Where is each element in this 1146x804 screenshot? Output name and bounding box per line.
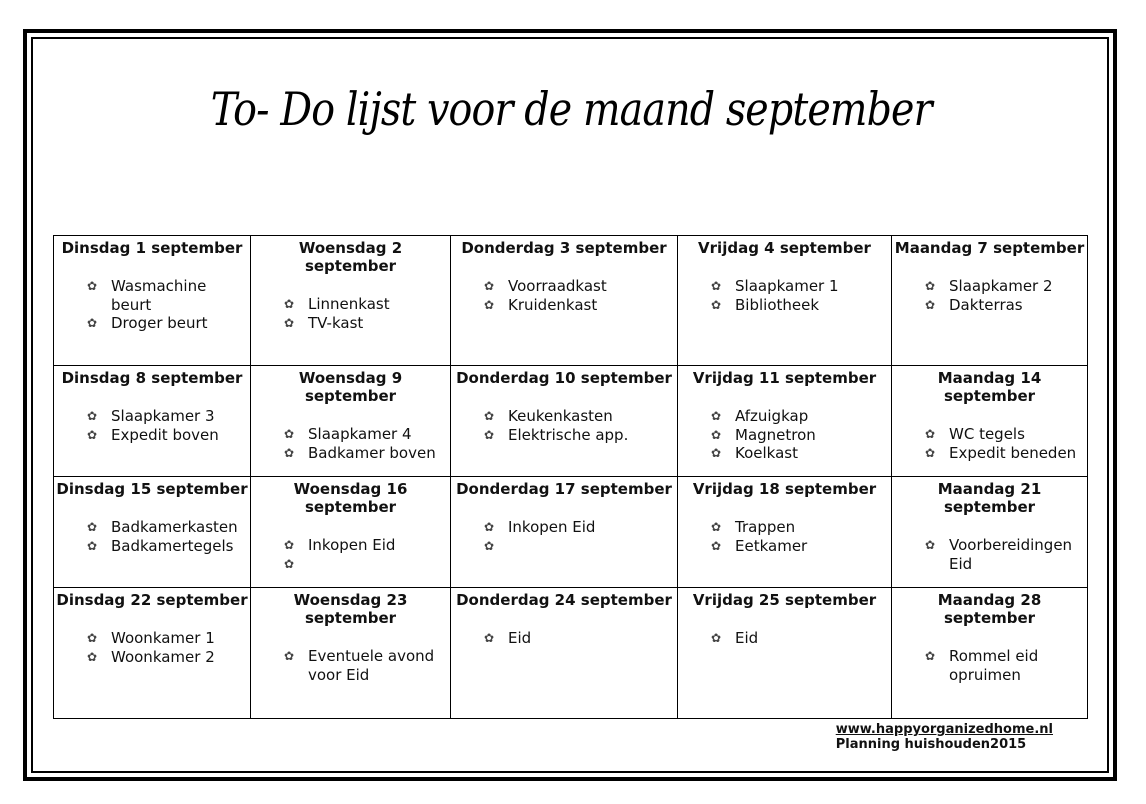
task-list	[251, 536, 450, 573]
task-item: ✿ Eetkamer	[711, 537, 887, 556]
day-heading: Dinsdag 15 september	[56, 480, 248, 498]
week-row	[54, 236, 1088, 366]
day-cell	[451, 477, 678, 588]
day-cell	[54, 477, 251, 588]
calendar-grid	[53, 235, 1088, 719]
task-list	[678, 518, 891, 555]
day-heading: Donderdag 3 september	[461, 239, 667, 257]
task-item	[284, 555, 446, 574]
task-item: ✿ Keukenkasten	[484, 407, 673, 426]
day-cell	[892, 477, 1088, 588]
task-list	[251, 425, 450, 462]
task-item: ✿ Voorbereidingen Eid	[925, 536, 1083, 573]
task-list	[451, 518, 677, 555]
week-row	[54, 477, 1088, 588]
task-item: ✿ Koelkast	[711, 444, 887, 463]
task-item: ✿ Expedit beneden	[925, 444, 1083, 463]
task-list	[451, 629, 677, 648]
task-list	[251, 295, 450, 332]
day-cell	[54, 588, 251, 719]
task-list	[678, 277, 891, 314]
task-item	[484, 537, 673, 556]
task-item: ✿ Linnenkast	[284, 295, 446, 314]
day-heading: Dinsdag 1 september	[61, 239, 243, 257]
day-heading: Vrijdag 25 september	[692, 591, 877, 609]
task-item: ✿ Droger beurt	[87, 314, 246, 333]
task-item: ✿ Slaapkamer 3	[87, 407, 246, 426]
task-item: ✿ WC tegels	[925, 425, 1083, 444]
task-item: ✿ Bibliotheek	[711, 296, 887, 315]
footer	[836, 722, 1053, 752]
day-cell	[678, 366, 892, 477]
task-list	[451, 407, 677, 444]
task-item: ✿ Rommel eid opruimen	[925, 647, 1083, 684]
day-heading: Maandag 21 september	[937, 480, 1042, 516]
week-row	[54, 366, 1088, 477]
day-cell	[892, 236, 1088, 366]
page-title: To- Do lijst voor de maand september	[210, 82, 932, 136]
day-cell	[54, 236, 251, 366]
task-list	[54, 629, 250, 666]
task-item: ✿ Voorraadkast	[484, 277, 673, 296]
task-item: ✿ Dakterras	[925, 296, 1083, 315]
day-heading: Woensdag 2 september	[298, 239, 403, 275]
task-list	[892, 647, 1087, 684]
task-list	[678, 629, 891, 648]
task-item: ✿ Eid	[484, 629, 673, 648]
day-heading: Maandag 28 september	[937, 591, 1042, 627]
day-cell	[251, 477, 451, 588]
task-item: ✿ Woonkamer 2	[87, 648, 246, 667]
task-item: ✿ Afzuigkap	[711, 407, 887, 426]
day-heading: Dinsdag 22 september	[56, 591, 248, 609]
day-heading: Vrijdag 4 september	[698, 239, 871, 257]
task-item: ✿ Eid	[711, 629, 887, 648]
day-heading: Vrijdag 11 september	[692, 369, 877, 387]
task-item: ✿ Badkamerkasten	[87, 518, 246, 537]
task-item: ✿ Inkopen Eid	[284, 536, 446, 555]
task-item: ✿ Slaapkamer 2	[925, 277, 1083, 296]
task-item: ✿ Wasmachine beurt	[87, 277, 246, 314]
task-item: ✿ Slaapkamer 1	[711, 277, 887, 296]
day-cell	[251, 588, 451, 719]
task-list	[54, 518, 250, 555]
day-cell	[251, 236, 451, 366]
day-heading: Donderdag 10 september	[456, 369, 672, 387]
task-list	[54, 407, 250, 444]
day-heading: Woensdag 9 september	[298, 369, 403, 405]
day-cell	[451, 236, 678, 366]
task-item: ✿ Slaapkamer 4	[284, 425, 446, 444]
task-item: ✿ Woonkamer 1	[87, 629, 246, 648]
day-cell	[451, 588, 678, 719]
footer-url[interactable]: www.happyorganizedhome.nl	[835, 722, 1053, 737]
day-heading: Woensdag 16 september	[293, 480, 408, 516]
day-heading: Maandag 14 september	[937, 369, 1042, 405]
day-cell	[54, 366, 251, 477]
task-item: ✿ Magnetron	[711, 426, 887, 445]
task-item: ✿ Trappen	[711, 518, 887, 537]
day-cell	[892, 366, 1088, 477]
day-heading: Woensdag 23 september	[293, 591, 408, 627]
task-item: ✿ Badkamertegels	[87, 537, 246, 556]
day-heading: Dinsdag 8 september	[61, 369, 243, 387]
task-list	[892, 425, 1087, 462]
task-list	[678, 407, 891, 463]
day-heading: Donderdag 24 september	[456, 591, 672, 609]
footer-note: Planning huishouden2015	[835, 737, 1027, 752]
day-heading: Donderdag 17 september	[456, 480, 672, 498]
task-list	[892, 277, 1087, 314]
task-list	[54, 277, 250, 333]
day-heading: Vrijdag 18 september	[692, 480, 877, 498]
week-row	[54, 588, 1088, 719]
task-list	[892, 536, 1087, 573]
day-heading: Maandag 7 september	[894, 239, 1085, 257]
day-cell	[678, 477, 892, 588]
task-item: ✿ Kruidenkast	[484, 296, 673, 315]
task-list	[451, 277, 677, 314]
task-item: ✿ Eventuele avond voor Eid	[284, 647, 446, 684]
day-cell	[678, 588, 892, 719]
task-item: ✿ TV-kast	[284, 314, 446, 333]
day-cell	[678, 236, 892, 366]
task-item: ✿ Expedit boven	[87, 426, 246, 445]
day-cell	[451, 366, 678, 477]
day-cell	[892, 588, 1088, 719]
task-item: ✿ Badkamer boven	[284, 444, 446, 463]
day-cell	[251, 366, 451, 477]
task-item: ✿ Elektrische app.	[484, 426, 673, 445]
task-list	[251, 647, 450, 684]
task-item: ✿ Inkopen Eid	[484, 518, 673, 537]
